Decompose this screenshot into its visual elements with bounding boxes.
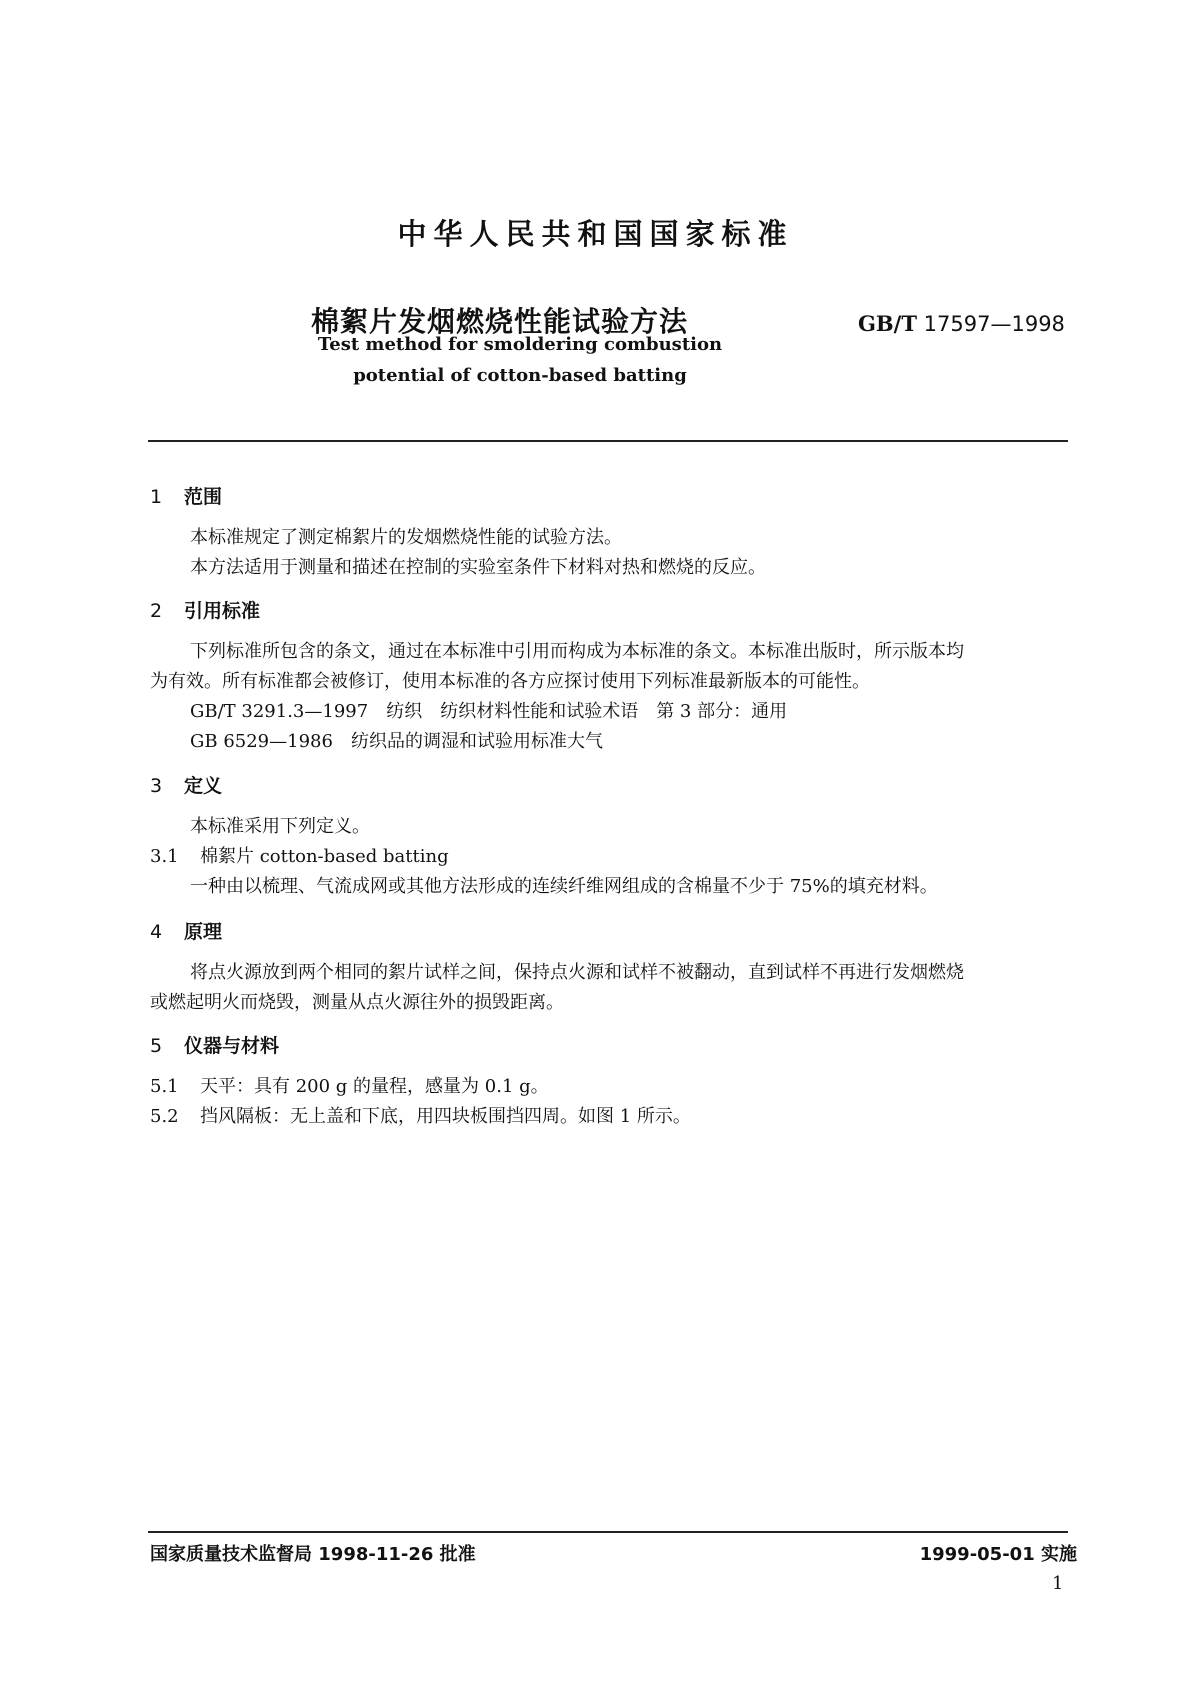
section-5-number: 5: [150, 1035, 163, 1057]
definition-3-1-text: 一种由以梳理、气流成网或其他方法形成的连续纤维网组成的含棉量不少于 75%的填充材料。: [190, 876, 938, 897]
standard-code: [858, 311, 1065, 336]
section-4-title: 原理: [184, 921, 223, 943]
item-5-1: [150, 1072, 549, 1098]
definition-3-1-term: 棉絮片 cotton-based batting: [200, 846, 449, 867]
standard-title-zh: 棉絮片发烟燃烧性能试验方法: [311, 305, 689, 338]
item-5-1-text: 天平：具有 200 g 的量程，感量为 0.1 g。: [200, 1076, 549, 1097]
section-4-heading: [150, 917, 222, 944]
section-1-title: 范围: [184, 486, 223, 508]
approval-line: 国家质量技术监督局 1998-11-26 批准: [150, 1544, 476, 1565]
section-4-paragraph-line1: 将点火源放到两个相同的絮片试样之间，保持点火源和试样不被翻动，直到试样不再进行发烟燃烧: [190, 962, 964, 983]
definition-3-1-number: 3.1: [150, 846, 179, 867]
standard-title-en-line1: Test method for smoldering combustion: [317, 334, 723, 355]
section-2-paragraph-line2: 为有效。所有标准都会被修订，使用本标准的各方应探讨使用下列标准最新版本的可能性。: [150, 671, 870, 692]
footer-divider: [148, 1531, 1068, 1533]
reference-standard-1: GB/T 3291.3—1997 纺织 纺织材料性能和试验术语 第 3 部分：通用: [190, 701, 788, 722]
reference-standard-2: GB 6529—1986 纺织品的调湿和试验用标准大气: [190, 731, 603, 752]
standard-code-number: 17597—1998: [923, 312, 1065, 336]
section-5-title: 仪器与材料: [184, 1035, 280, 1057]
section-1-paragraph-2: 本方法适用于测量和描述在控制的实验室条件下材料对热和燃烧的反应。: [190, 557, 766, 578]
section-4-paragraph-line2: 或燃起明火而烧毁，测量从点火源往外的损毁距离。: [150, 992, 564, 1013]
section-4-number: 4: [150, 921, 163, 943]
item-5-2-number: 5.2: [150, 1106, 179, 1127]
item-5-2: [150, 1102, 691, 1128]
section-2-number: 2: [150, 600, 163, 622]
section-2-paragraph-line1: 下列标准所包含的条文，通过在本标准中引用而构成为本标准的条文。本标准出版时，所示版本均: [190, 641, 964, 662]
header-divider: [148, 440, 1068, 442]
section-2-heading: [150, 596, 260, 623]
section-3-heading: [150, 771, 222, 798]
item-5-1-number: 5.1: [150, 1076, 179, 1097]
section-3-paragraph-1: 本标准采用下列定义。: [190, 816, 370, 837]
standard-code-prefix: GB/T: [858, 311, 917, 336]
section-3-title: 定义: [184, 775, 223, 797]
definition-3-1-heading: [150, 842, 449, 868]
national-standard-heading: 中华人民共和国国家标准: [397, 217, 794, 251]
standard-title-en-line2: potential of cotton-based batting: [353, 365, 687, 386]
page-number: 1: [1052, 1573, 1064, 1594]
section-2-title: 引用标准: [184, 600, 261, 622]
section-1-paragraph-1: 本标准规定了测定棉絮片的发烟燃烧性能的试验方法。: [190, 527, 622, 548]
section-1-number: 1: [150, 486, 163, 508]
item-5-2-text: 挡风隔板：无上盖和下底，用四块板围挡四周。如图 1 所示。: [200, 1106, 691, 1127]
section-1-heading: [150, 482, 222, 509]
implementation-date: 1999-05-01 实施: [919, 1544, 1077, 1565]
section-3-number: 3: [150, 775, 163, 797]
section-5-heading: [150, 1031, 279, 1058]
